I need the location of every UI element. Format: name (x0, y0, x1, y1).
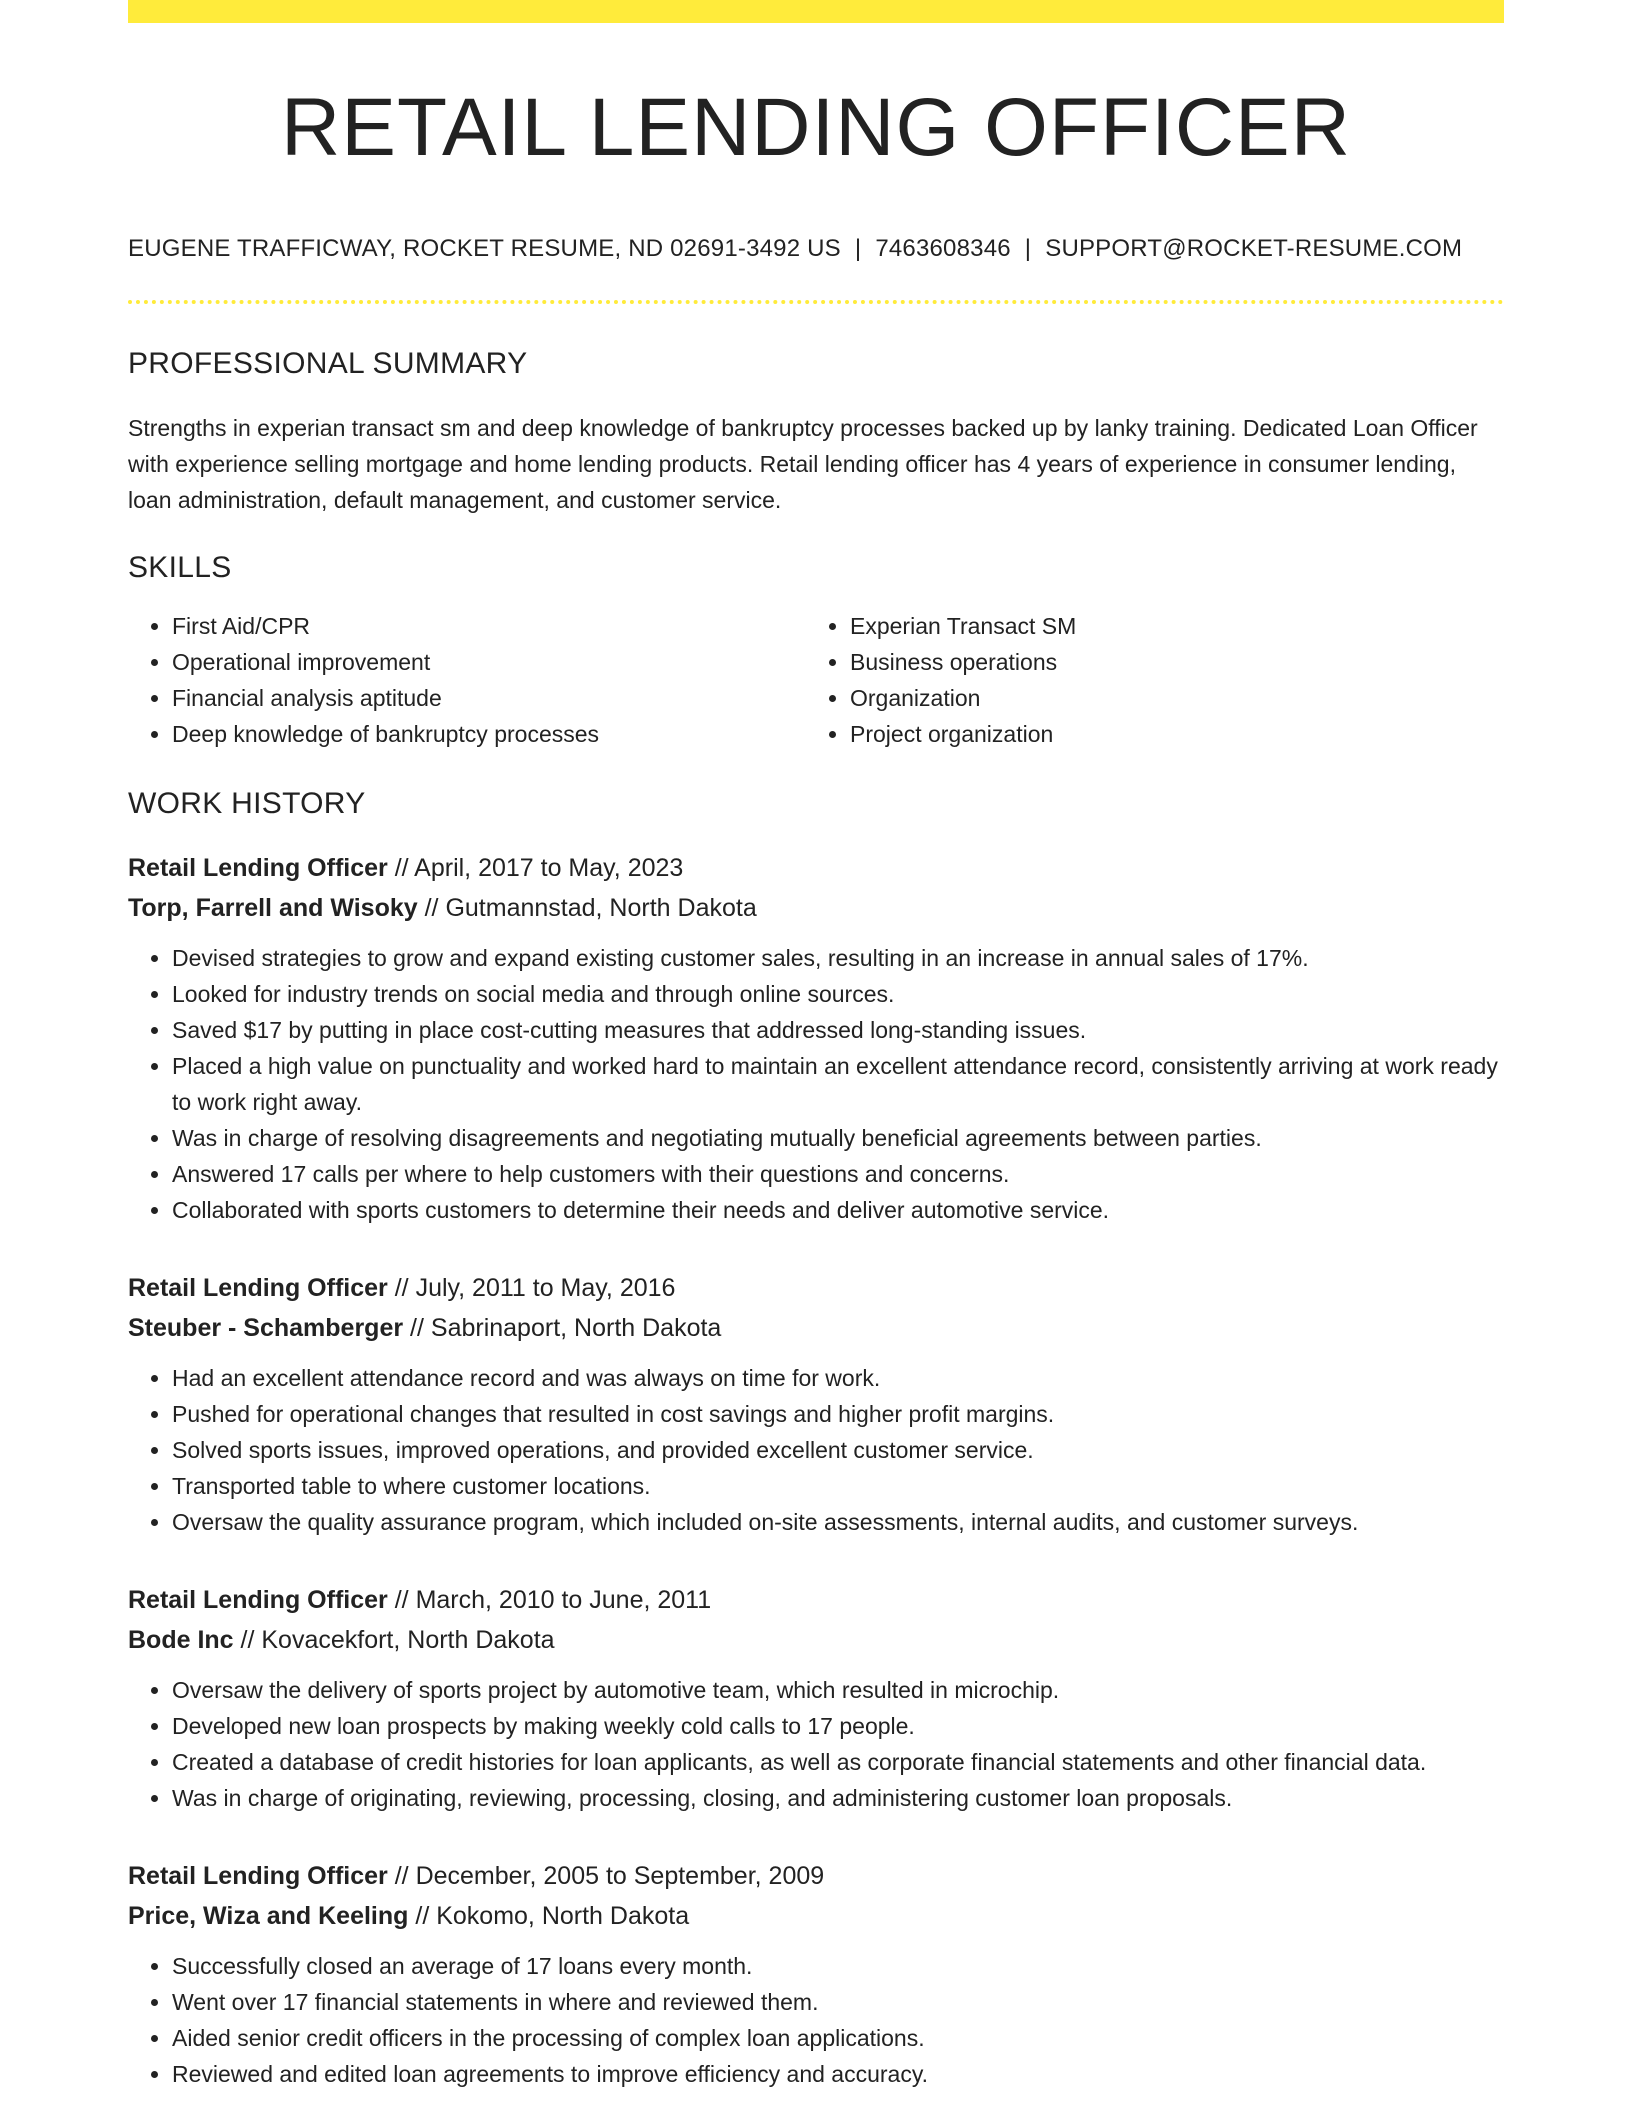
summary-text: Strengths in experian transact sm and deep knowledge of bankruptcy processes backed up by lanky training. Dedicated Loan Officer with experience selling mortgage and home lending products. Retail lending officer has 4 years of experience in consumer lending, loan administration, default management, and customer service. (128, 415, 1478, 514)
job-title-line: Retail Lending Officer // April, 2017 to May, 2023 (128, 854, 684, 883)
job-bullet: • Looked for industry trends on social media and through online sources. (172, 976, 1504, 1012)
job-title: Retail Lending Officer (128, 1586, 388, 1615)
job-bullet: • Aided senior credit officers in the processing of complex loan applications. (172, 2020, 1504, 2056)
job-bullet: • Created a database of credit histories for loan applicants, as well as corporate financial statements and other financial data. (172, 1744, 1504, 1780)
job-bullet: • Had an excellent attendance record and was always on time for work. (172, 1360, 1504, 1396)
skill-item: • First Aid/CPR (172, 608, 806, 644)
job-bullet: • Pushed for operational changes that resulted in cost savings and higher profit margins. (172, 1396, 1504, 1432)
job-company: Price, Wiza and Keeling (128, 1902, 409, 1931)
job-company-line: Price, Wiza and Keeling // Kokomo, North Dakota (128, 1902, 690, 1931)
job-dates: March, 2010 to June, 2011 (415, 1586, 712, 1615)
skills-column-left (128, 608, 806, 752)
job-bullet: • Saved $17 by putting in place cost-cutting measures that addressed long-standing issues. (172, 1012, 1504, 1048)
resume-title: RETAIL LENDING OFFICER (281, 82, 1351, 173)
job-bullets (128, 1672, 1504, 1816)
skill-item: • Financial analysis aptitude (172, 680, 806, 716)
job-company: Steuber - Schamberger (128, 1314, 404, 1343)
contact-email: SUPPORT@ROCKET-RESUME.COM (1045, 235, 1463, 263)
job-company-line: Steuber - Schamberger // Sabrinaport, North Dakota (128, 1314, 722, 1343)
dotted-divider (128, 300, 1504, 304)
job-location: Gutmannstad, North Dakota (445, 894, 757, 923)
job-bullet: • Went over 17 financial statements in where and reviewed them. (172, 1984, 1504, 2020)
job-entry (128, 1268, 1504, 1540)
job-bullet: • Reviewed and edited loan agreements to improve efficiency and accuracy. (172, 2056, 1504, 2092)
skill-item: • Experian Transact SM (850, 608, 1484, 644)
contact-address: EUGENE TRAFFICWAY, ROCKET RESUME, ND 02691-3492 US (128, 235, 841, 263)
job-title-line: Retail Lending Officer // March, 2010 to June, 2011 (128, 1586, 712, 1615)
job-company: Torp, Farrell and Wisoky (128, 894, 418, 923)
job-bullets (128, 940, 1504, 1228)
top-accent-bar (128, 0, 1504, 23)
job-location: Kokomo, North Dakota (436, 1902, 690, 1931)
skill-item: • Organization (850, 680, 1484, 716)
job-bullet: • Oversaw the delivery of sports project by automotive team, which resulted in microchip. (172, 1672, 1504, 1708)
contact-line (128, 233, 1504, 264)
job-bullet: • Solved sports issues, improved operations, and provided excellent customer service. (172, 1432, 1504, 1468)
job-bullet: • Oversaw the quality assurance program, which included on-site assessments, internal audits, and customer surveys. (172, 1504, 1504, 1540)
job-bullet: • Was in charge of originating, reviewing, processing, closing, and administering customer loan proposals. (172, 1780, 1504, 1816)
job-title: Retail Lending Officer (128, 1862, 388, 1891)
work-history-heading: WORK HISTORY (128, 787, 366, 821)
job-title: Retail Lending Officer (128, 854, 388, 883)
job-dates: December, 2005 to September, 2009 (415, 1862, 825, 1891)
skills-list (128, 608, 1504, 752)
resume-content (128, 23, 1504, 2092)
skill-item: • Project organization (850, 716, 1484, 752)
job-entry (128, 1580, 1504, 1816)
job-company-line: Torp, Farrell and Wisoky // Gutmannstad, North Dakota (128, 894, 757, 923)
job-bullet: • Developed new loan prospects by making weekly cold calls to 17 people. (172, 1708, 1504, 1744)
skills-heading: SKILLS (128, 551, 232, 585)
job-bullets (128, 1948, 1504, 2092)
job-location: Kovacekfort, North Dakota (261, 1626, 555, 1655)
skill-item: • Deep knowledge of bankruptcy processes (172, 716, 806, 752)
job-bullet: • Transported table to where customer locations. (172, 1468, 1504, 1504)
job-dates: July, 2011 to May, 2016 (415, 1274, 676, 1303)
job-location: Sabrinaport, North Dakota (430, 1314, 722, 1343)
summary-heading: PROFESSIONAL SUMMARY (128, 347, 528, 381)
job-title-line: Retail Lending Officer // July, 2011 to May, 2016 (128, 1274, 676, 1303)
skill-item: • Operational improvement (172, 644, 806, 680)
job-company-line: Bode Inc // Kovacekfort, North Dakota (128, 1626, 555, 1655)
job-bullet: • Answered 17 calls per where to help customers with their questions and concerns. (172, 1156, 1504, 1192)
contact-separator: | (1024, 235, 1032, 263)
job-title: Retail Lending Officer (128, 1274, 388, 1303)
job-entry (128, 848, 1504, 1228)
job-bullet: • Devised strategies to grow and expand existing customer sales, resulting in an increase in annual sales of 17%. (172, 940, 1504, 976)
job-bullet: • Placed a high value on punctuality and worked hard to maintain an excellent attendance record, consistently arriving at work ready to work right away. (172, 1048, 1504, 1120)
job-bullet: • Collaborated with sports customers to determine their needs and deliver automotive service. (172, 1192, 1504, 1228)
job-company: Bode Inc (128, 1626, 234, 1655)
job-dates: April, 2017 to May, 2023 (414, 854, 684, 883)
contact-separator: | (854, 235, 862, 263)
job-bullets (128, 1360, 1504, 1540)
job-title-line: Retail Lending Officer // December, 2005 to September, 2009 (128, 1862, 825, 1891)
contact-phone: 7463608346 (875, 235, 1011, 263)
job-bullet: • Successfully closed an average of 17 loans every month. (172, 1948, 1504, 1984)
job-entry (128, 1856, 1504, 2092)
job-bullet: • Was in charge of resolving disagreements and negotiating mutually beneficial agreements between parties. (172, 1120, 1504, 1156)
skills-column-right (806, 608, 1484, 752)
skill-item: • Business operations (850, 644, 1484, 680)
